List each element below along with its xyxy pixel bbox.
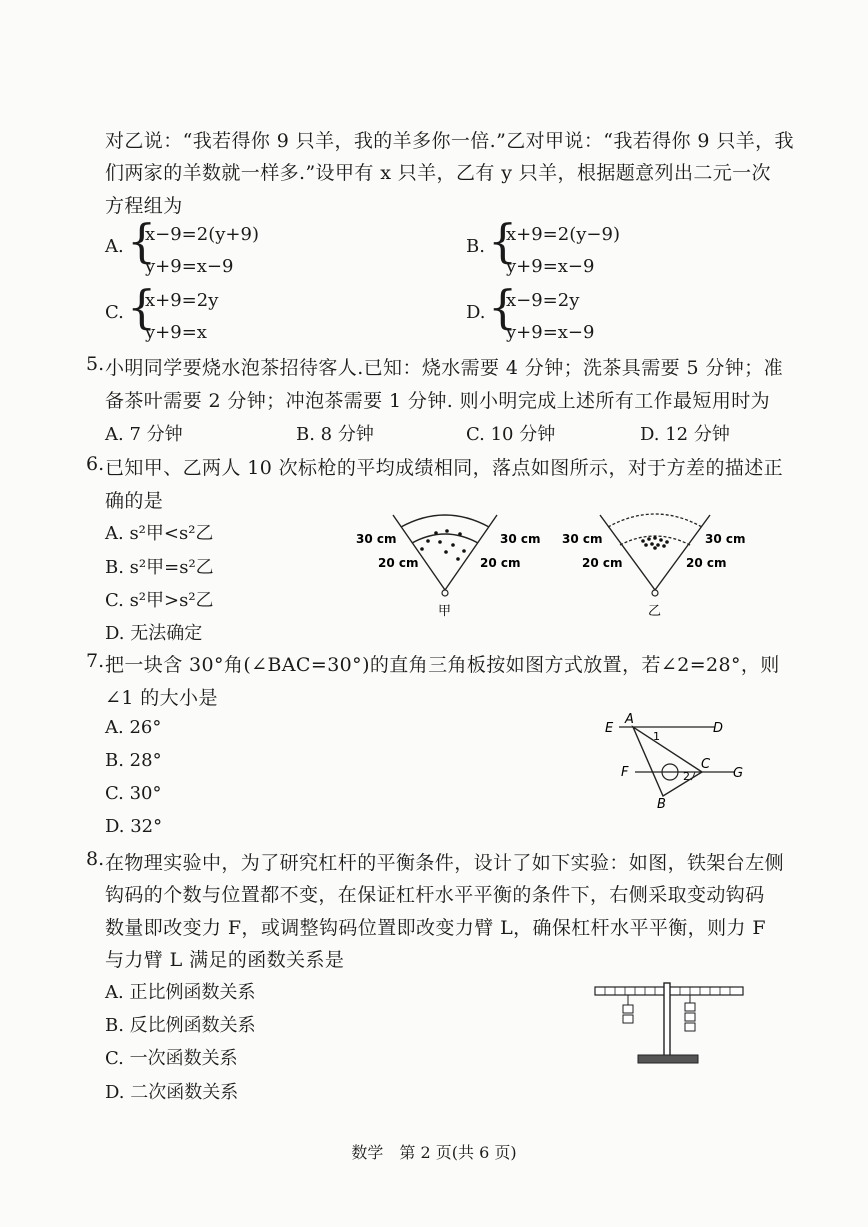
option-label: A.: [105, 236, 124, 257]
brace-icon: {: [488, 214, 518, 268]
q8-option-d: D. 二次函数关系: [105, 1082, 239, 1103]
label-g: G: [733, 766, 744, 781]
label-d: D: [713, 721, 724, 736]
q7-option-b: B. 28°: [105, 750, 162, 771]
q8-text-line-3: 数量即改变力 F，或调整钩码位置即改变力臂 L，确保杠杆水平平衡，则力 F: [105, 917, 766, 939]
q7-option-c: C. 30°: [105, 783, 162, 804]
javelin-sector-jia: [356, 515, 541, 619]
brace-icon: {: [488, 280, 518, 334]
option-label: B.: [466, 236, 485, 257]
label-30cm: 30 cm: [562, 532, 603, 546]
q5-option-d: D. 12 分钟: [640, 424, 730, 445]
q7-text-line-1: 把一块含 30°角(∠BAC=30°)的直角三角板按如图方式放置，若∠2=28°，则: [105, 654, 780, 676]
option-label: D.: [466, 302, 486, 323]
label-30cm: 30 cm: [705, 532, 746, 546]
javelin-sector-yi: [562, 514, 746, 619]
equation-1: x−9=2(y+9): [145, 224, 259, 245]
q6-text-line-2: 确的是: [105, 490, 164, 512]
label-yi: 乙: [648, 604, 662, 619]
q6-option-a: A. s²甲<s²乙: [105, 523, 214, 544]
brace-icon: {: [127, 280, 157, 334]
q5-text-line-1: 小明同学要烧水泡茶招待客人.已知：烧水需要 4 分钟；洗茶具需要 5 分钟；准: [105, 357, 783, 379]
label-e: E: [605, 721, 614, 736]
q7-text-line-2: ∠1 的大小是: [105, 687, 218, 709]
equation-1: x+9=2y: [145, 290, 219, 311]
q7-option-d: D. 32°: [105, 816, 163, 837]
label-20cm: 20 cm: [378, 556, 419, 570]
right-weights: [685, 995, 695, 1031]
stand-pole: [664, 983, 670, 1058]
label-angle-2: 2: [683, 770, 690, 783]
q6-text-line-1: 已知甲、乙两人 10 次标枪的平均成绩相同，落点如图所示，对于方差的描述正: [105, 457, 784, 479]
q6-option-d: D. 无法确定: [105, 623, 203, 644]
equation-2: y+9=x−9: [506, 256, 595, 277]
brace-icon: {: [127, 214, 157, 268]
q8-option-b: B. 反比例函数关系: [105, 1015, 256, 1036]
q7-number: 7.: [86, 650, 105, 672]
q5-text-line-2: 备茶叶需要 2 分钟；冲泡茶需要 1 分钟. 则小明完成上述所有工作最短用时为: [105, 390, 771, 412]
stand-base: [638, 1055, 698, 1063]
label-a: A: [625, 712, 634, 727]
equation-1: x−9=2y: [506, 290, 580, 311]
equation-2: y+9=x−9: [506, 322, 595, 343]
label-30cm: 30 cm: [356, 532, 397, 546]
label-c: C: [701, 757, 711, 772]
triangle-abc: [633, 727, 702, 796]
q5-option-c: C. 10 分钟: [466, 424, 556, 445]
q5-option-b: B. 8 分钟: [296, 424, 374, 445]
q8-text-line-2: 钩码的个数与位置都不变，在保证杠杆水平平衡的条件下，右侧采取变动钩码: [105, 884, 765, 906]
label-b: B: [657, 797, 666, 810]
q6-number: 6.: [86, 453, 105, 475]
label-20cm: 20 cm: [686, 556, 727, 570]
q8-lever-figure: [590, 975, 750, 1075]
equation-2: y+9=x: [145, 322, 207, 343]
q4-text-line-3: 方程组为: [105, 195, 183, 217]
q6-option-c: C. s²甲>s²乙: [105, 590, 214, 611]
q7-option-a: A. 26°: [105, 717, 162, 738]
page-footer: 数学 第 2 页(共 6 页): [351, 1143, 517, 1162]
label-jia: 甲: [438, 604, 452, 619]
q4-text-line-1: 对乙说：“我若得你 9 只羊，我的羊多你一倍.”乙对甲说：“我若得你 9 只羊，我: [105, 130, 794, 152]
q8-text-line-1: 在物理实验中，为了研究杠杆的平衡条件，设计了如下实验：如图，铁架台左侧: [105, 852, 785, 874]
label-20cm: 20 cm: [480, 556, 521, 570]
q8-text-line-4: 与力臂 L 满足的函数关系是: [105, 949, 345, 971]
label-f: F: [621, 765, 629, 780]
q5-option-a: A. 7 分钟: [105, 424, 183, 445]
label-20cm: 20 cm: [582, 556, 623, 570]
q7-triangle-figure: [595, 710, 755, 810]
option-label: C.: [105, 302, 124, 323]
equation-2: y+9=x−9: [145, 256, 234, 277]
label-30cm: 30 cm: [500, 532, 541, 546]
equation-1: x+9=2(y−9): [506, 224, 620, 245]
left-weights: [623, 995, 633, 1023]
landing-points-yi: [641, 536, 669, 550]
q4-text-line-2: 们两家的羊数就一样多.”设甲有 x 只羊，乙有 y 只羊，根据题意列出二元一次: [105, 162, 771, 184]
q6-option-b: B. s²甲=s²乙: [105, 557, 214, 578]
q6-javelin-figure: [350, 505, 750, 625]
q8-number: 8.: [86, 848, 105, 870]
q8-option-a: A. 正比例函数关系: [105, 982, 256, 1003]
label-angle-1: 1: [653, 730, 660, 743]
q8-option-c: C. 一次函数关系: [105, 1048, 238, 1069]
q5-number: 5.: [86, 353, 105, 375]
